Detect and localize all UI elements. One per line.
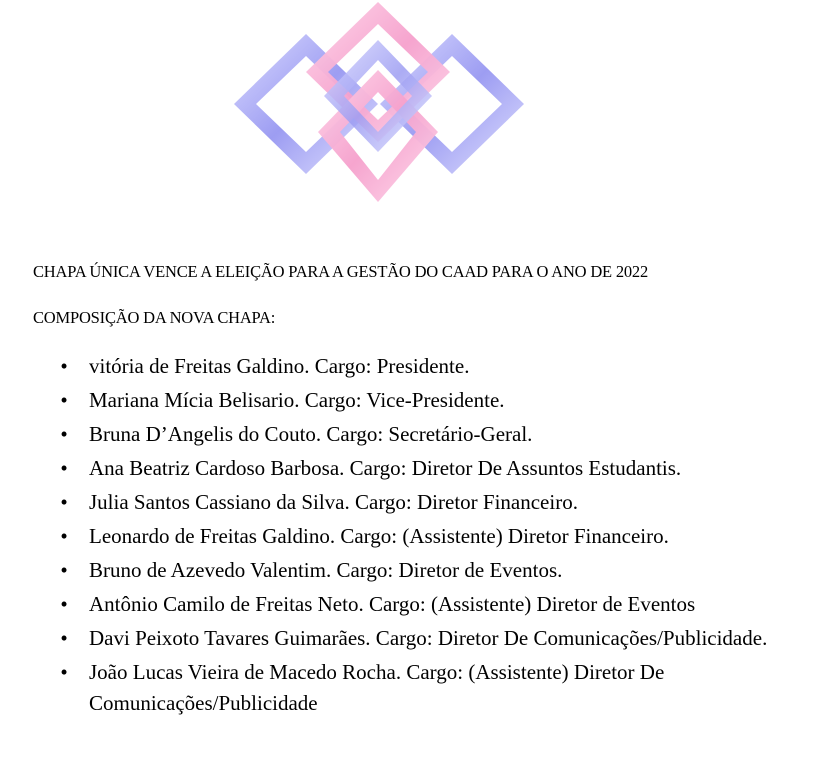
member-text: Ana Beatriz Cardoso Barbosa. Cargo: Diretor De Assuntos Estudantis. (89, 456, 682, 480)
headline: CHAPA ÚNICA VENCE A ELEIÇÃO PARA A GESTÃO DO CAAD PARA O ANO DE 2022 (33, 262, 649, 281)
member-text: Bruna D’Angelis do Couto. Cargo: Secretário-Geral. (89, 422, 533, 446)
list-item (60, 419, 809, 450)
bullet: • (60, 422, 68, 446)
bullet: • (60, 558, 68, 582)
list-item (60, 487, 809, 518)
list-item (60, 623, 809, 654)
member-text: João Lucas Vieira de Macedo Rocha. Cargo: (Assistente) Diretor De Comunicações/Publicidade (89, 660, 665, 715)
members-list (60, 351, 809, 722)
member-text: Leonardo de Freitas Galdino. Cargo: (Assistente) Diretor Financeiro. (89, 524, 669, 548)
list-item (60, 589, 809, 620)
member-text: vitória de Freitas Galdino. Cargo: Presidente. (89, 354, 470, 378)
bullet: • (60, 490, 68, 514)
subhead: COMPOSIÇÃO DA NOVA CHAPA: (33, 308, 276, 327)
bullet: • (60, 524, 68, 548)
member-text: Bruno de Azevedo Valentim. Cargo: Diretor de Eventos. (89, 558, 563, 582)
bullet: • (60, 626, 68, 650)
caad-logo (226, 0, 530, 206)
bullet: • (60, 388, 68, 412)
list-item (60, 385, 809, 416)
list-item (60, 351, 809, 382)
list-item (60, 657, 809, 719)
member-text: Mariana Mícia Belisario. Cargo: Vice-Presidente. (89, 388, 505, 412)
member-text: Antônio Camilo de Freitas Neto. Cargo: (Assistente) Diretor de Eventos (89, 592, 696, 616)
list-item (60, 453, 809, 484)
bullet: • (60, 456, 68, 480)
bullet: • (60, 660, 68, 684)
interlocking-diamonds-logo-icon (226, 0, 530, 206)
bullet: • (60, 354, 68, 378)
member-text: Davi Peixoto Tavares Guimarães. Cargo: Diretor De Comunicações/Publicidade. (89, 626, 768, 650)
member-text: Julia Santos Cassiano da Silva. Cargo: Diretor Financeiro. (89, 490, 578, 514)
list-item (60, 555, 809, 586)
list-item (60, 521, 809, 552)
bullet: • (60, 592, 68, 616)
